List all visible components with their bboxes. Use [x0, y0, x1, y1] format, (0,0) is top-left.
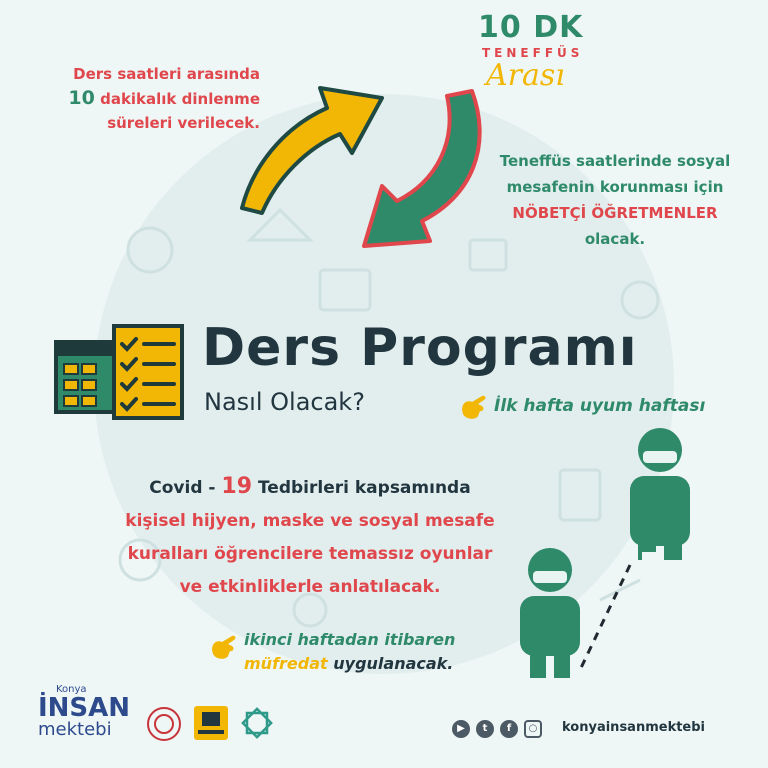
pointing-hand-icon [458, 392, 488, 422]
second-week-line1: ikinci haftadan itibaren [244, 630, 456, 649]
covid-prefix: Covid - [149, 478, 222, 498]
break-script-label: Arası [486, 58, 565, 93]
schedule-checklist-icon [52, 322, 192, 422]
youtube-icon[interactable]: ▶ [452, 720, 470, 738]
first-week-note: İlk hafta uyum haftası [494, 396, 706, 416]
logo-main-text: İNSAN [38, 693, 131, 723]
covid-measures-text [90, 470, 530, 604]
duty-line2: mesafenin korunması için [506, 178, 724, 196]
konya-insan-mektebi-logo [38, 684, 130, 739]
break-info-number: 10 [68, 87, 95, 109]
break-info-text [30, 62, 260, 135]
education-directorate-logo-icon [238, 704, 276, 742]
konya-municipality-logo-icon [192, 704, 230, 742]
break-info-line3: süreleri verilecek. [107, 114, 260, 132]
curriculum-highlight: müfredat [244, 654, 328, 673]
social-handle[interactable]: konyainsanmektebi [562, 720, 706, 735]
page-title: Ders Programı [202, 318, 638, 378]
instagram-icon[interactable]: ○ [524, 720, 542, 738]
duty-teacher-text [470, 148, 760, 252]
logo-top-text: Konya [56, 684, 87, 695]
covid-line2: kişisel hijyen, maske ve sosyal mesafe [125, 511, 495, 531]
duty-line4: olacak. [584, 230, 646, 248]
social-distance-figures-icon [510, 420, 710, 680]
logo-bottom-text: mektebi [38, 719, 112, 740]
break-info-line1: Ders saatleri arasında [73, 65, 260, 83]
covid-line4: ve etkinliklerle anlatılacak. [179, 577, 441, 597]
covid-number: 19 [221, 474, 253, 499]
governorship-emblem-icon [146, 706, 182, 742]
break-duration: 10 DK [478, 10, 584, 45]
facebook-icon[interactable]: f [500, 720, 518, 738]
covid-suffix: Tedbirleri kapsamında [252, 478, 471, 498]
break-label: TENEFFÜS [482, 46, 584, 60]
duty-line3: NÖBETÇİ ÖĞRETMENLER [512, 204, 718, 222]
page-subtitle: Nasıl Olacak? [204, 388, 365, 416]
second-week-note [244, 628, 455, 676]
duty-line1: Teneffüs saatlerinde sosyal [499, 152, 731, 170]
pointing-hand-icon-2 [208, 632, 238, 662]
break-info-line2: dakikalık dinlenme [100, 90, 260, 108]
twitter-icon[interactable]: t [476, 720, 494, 738]
covid-line3: kuralları öğrencilere temassız oyunlar [127, 544, 493, 564]
second-week-rest: uygulanacak. [327, 654, 454, 673]
